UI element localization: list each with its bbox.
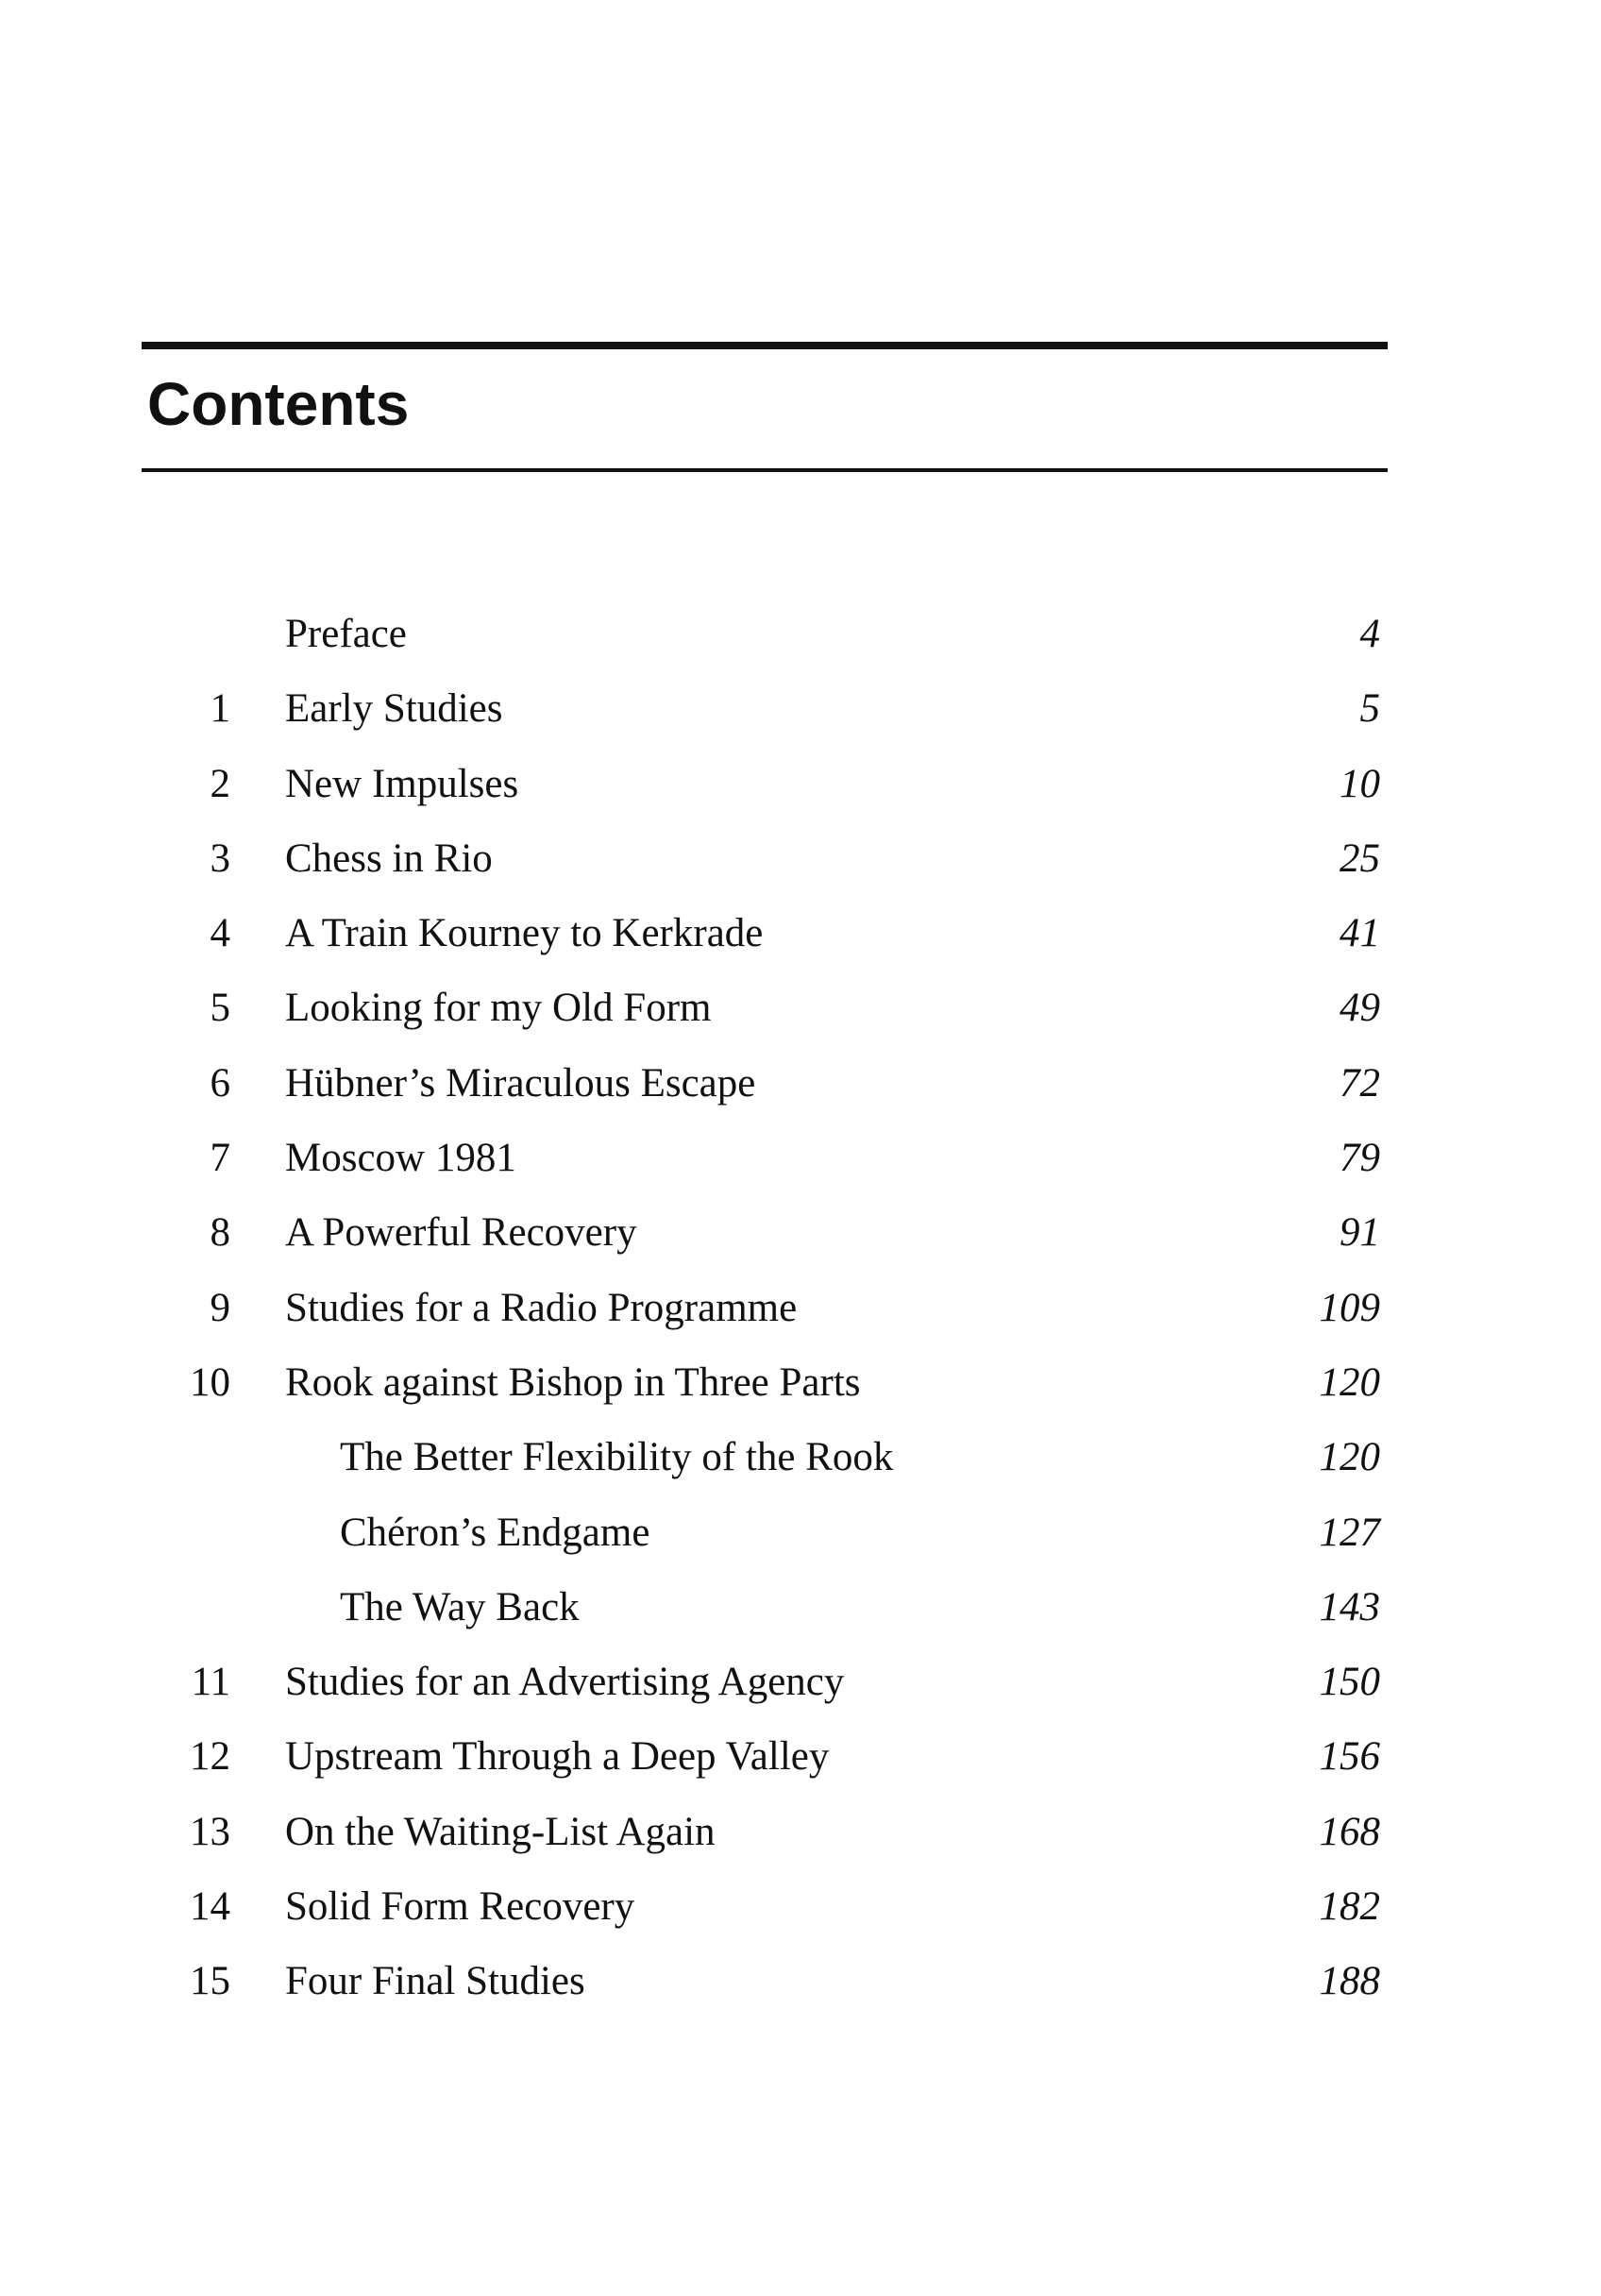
- toc-entry-number: 4: [210, 911, 230, 956]
- toc-entry-title: A Train Kourney to Kerkrade: [285, 911, 764, 956]
- toc-entry[interactable]: [0, 1271, 1601, 1345]
- toc-entry-title: Preface: [285, 612, 407, 656]
- toc-subentry-title: The Way Back: [340, 1584, 580, 1629]
- toc-entry-number: 8: [210, 1210, 230, 1256]
- toc-entry-page: 168: [1319, 1809, 1380, 1854]
- toc-entry-number: 3: [210, 836, 230, 881]
- toc-entry-page: 120: [1319, 1359, 1380, 1405]
- toc-entry-page: 25: [1340, 836, 1380, 881]
- toc-entry[interactable]: [0, 896, 1601, 971]
- toc-entry-title: New Impulses: [285, 761, 519, 806]
- toc-entry[interactable]: [0, 1195, 1601, 1270]
- toc-entry-title: Studies for an Advertising Agency: [285, 1660, 845, 1705]
- toc-entry-number: 14: [190, 1884, 230, 1930]
- toc-subentry[interactable]: [0, 1495, 1601, 1570]
- toc-entry-page: 5: [1359, 686, 1380, 732]
- toc-entry-page: 49: [1340, 986, 1380, 1031]
- toc-entry-number: 7: [210, 1136, 230, 1181]
- toc-entry-title: Early Studies: [285, 686, 503, 732]
- toc-entry-page: 182: [1319, 1884, 1380, 1930]
- toc-entry[interactable]: [0, 1121, 1601, 1195]
- heading-rule-bottom: [142, 468, 1388, 472]
- table-of-contents: [0, 597, 1601, 2019]
- toc-entry[interactable]: [0, 1046, 1601, 1121]
- toc-entry[interactable]: [0, 1795, 1601, 1869]
- toc-entry-page: 109: [1319, 1285, 1380, 1330]
- toc-entry-title: Solid Form Recovery: [285, 1884, 635, 1930]
- toc-entry[interactable]: [0, 671, 1601, 746]
- toc-entry-page: 150: [1319, 1660, 1380, 1705]
- toc-entry-title: A Powerful Recovery: [285, 1210, 637, 1256]
- toc-entry-page: 41: [1340, 911, 1380, 956]
- toc-entry-page: 91: [1340, 1210, 1380, 1256]
- toc-entry-number: 12: [190, 1734, 230, 1780]
- toc-entry-title: Hübner’s Miraculous Escape: [285, 1060, 756, 1106]
- toc-entry[interactable]: [0, 1944, 1601, 2018]
- toc-entry-page: 127: [1319, 1510, 1380, 1555]
- toc-entry-number: 10: [190, 1359, 230, 1405]
- toc-entry[interactable]: [0, 1869, 1601, 1944]
- toc-subentry[interactable]: [0, 1420, 1601, 1494]
- heading-rule-top: [142, 342, 1388, 349]
- toc-entry-title: Studies for a Radio Programme: [285, 1285, 798, 1330]
- toc-entry-page: 79: [1340, 1136, 1380, 1181]
- toc-entry-page: 4: [1359, 612, 1380, 656]
- toc-entry-page: 72: [1340, 1060, 1380, 1106]
- toc-entry[interactable]: [0, 1719, 1601, 1794]
- toc-entry-number: 1: [210, 686, 230, 732]
- toc-entry[interactable]: [0, 821, 1601, 896]
- toc-entry-title: Moscow 1981: [285, 1136, 516, 1181]
- toc-entry[interactable]: [0, 1345, 1601, 1420]
- toc-entry-number: 5: [210, 986, 230, 1031]
- toc-entry-page: 143: [1319, 1584, 1380, 1629]
- toc-entry-number: 13: [190, 1809, 230, 1854]
- toc-entry-title: Upstream Through a Deep Valley: [285, 1734, 830, 1780]
- toc-entry[interactable]: [0, 1645, 1601, 1719]
- toc-entry[interactable]: [0, 747, 1601, 821]
- toc-entry-number: 15: [190, 1959, 230, 2004]
- toc-entry-page: 156: [1319, 1734, 1380, 1780]
- toc-entry-number: 11: [191, 1660, 230, 1705]
- page-title: Contents: [147, 370, 410, 438]
- toc-entry-title: Rook against Bishop in Three Parts: [285, 1359, 861, 1405]
- toc-entry-title: Four Final Studies: [285, 1959, 585, 2004]
- toc-entry-title: Looking for my Old Form: [285, 986, 712, 1031]
- toc-subentry-title: The Better Flexibility of the Rook: [340, 1435, 894, 1480]
- toc-entry[interactable]: [0, 971, 1601, 1045]
- toc-entry-page: 10: [1340, 761, 1380, 806]
- toc-subentry-title: Chéron’s Endgame: [340, 1510, 650, 1555]
- toc-entry-page: 120: [1319, 1435, 1380, 1480]
- toc-entry-page: 188: [1319, 1959, 1380, 2004]
- toc-entry[interactable]: [0, 597, 1601, 671]
- toc-subentry[interactable]: [0, 1570, 1601, 1645]
- toc-entry-number: 2: [210, 761, 230, 806]
- toc-entry-number: 9: [210, 1285, 230, 1330]
- toc-entry-number: 6: [210, 1060, 230, 1106]
- toc-entry-title: On the Waiting-List Again: [285, 1809, 716, 1854]
- toc-entry-title: Chess in Rio: [285, 836, 493, 881]
